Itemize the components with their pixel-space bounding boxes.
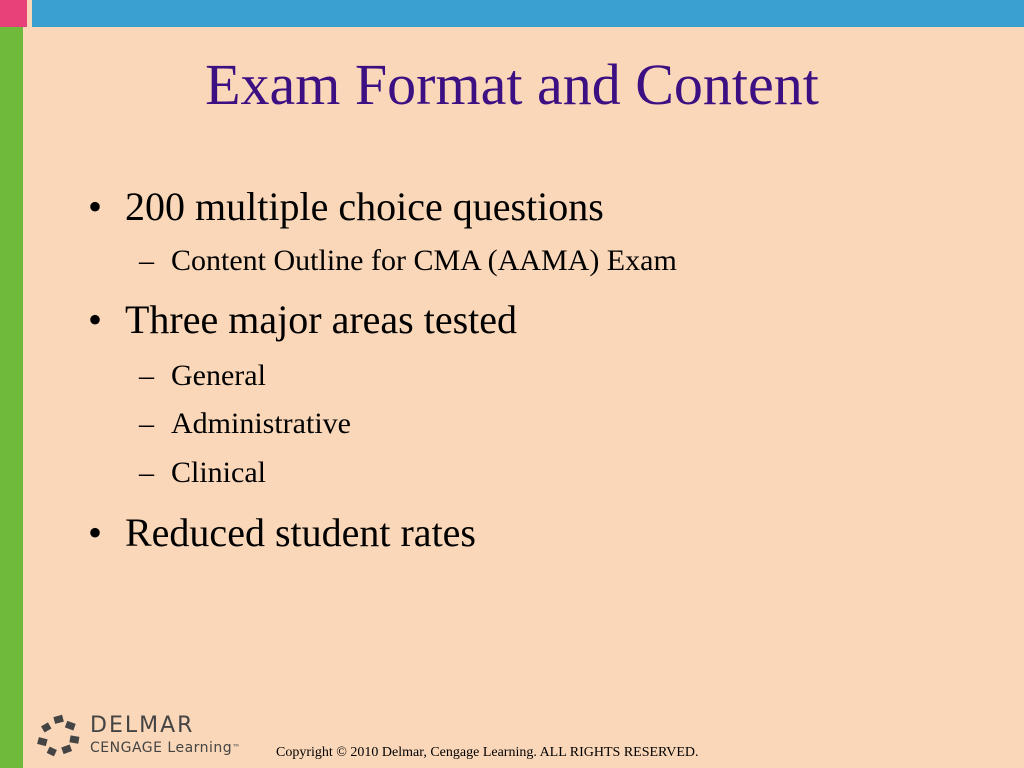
sub-bullet-item [139,358,266,394]
logo-wordmark-delmar: DELMAR [90,713,195,738]
sub-bullet-text: Clinical [171,456,266,489]
sub-bullet-item [139,406,351,442]
corner-accent [0,0,27,27]
side-accent-bar [0,27,23,768]
copyright-notice: Copyright © 2010 Delmar, Cengage Learning. ALL RIGHTS RESERVED. [276,745,699,760]
sub-bullet-mark: – [139,407,154,440]
slide-title: Exam Format and Content [205,52,819,117]
sub-bullet-mark: – [139,244,154,277]
sub-bullet-text: General [171,359,266,392]
sub-bullet-text: Content Outline for CMA (AAMA) Exam [171,244,677,277]
bullet-text: 200 multiple choice questions [125,184,604,229]
sub-bullet-mark: – [139,359,154,392]
logo-wordmark-cengage [90,740,241,756]
sub-bullet-text: Administrative [171,407,351,440]
cengage-mark-icon [36,714,82,758]
bullet-mark: • [88,297,103,342]
bullet-item [88,184,604,230]
top-accent-bar [32,0,1024,27]
bullet-text: Reduced student rates [125,510,476,555]
delmar-cengage-logo [36,712,276,760]
sub-bullet-mark: – [139,456,154,489]
sub-bullet-item [139,455,266,491]
sub-bullet-item [139,243,677,279]
bullet-mark: • [88,184,103,229]
bullet-mark: • [88,510,103,555]
bullet-text: Three major areas tested [125,297,518,342]
bullet-item [88,510,476,556]
logo-wordmark-cengage-text: CENGAGE Learning [90,740,233,756]
trademark-symbol: ™ [232,743,241,752]
bullet-item [88,297,517,343]
